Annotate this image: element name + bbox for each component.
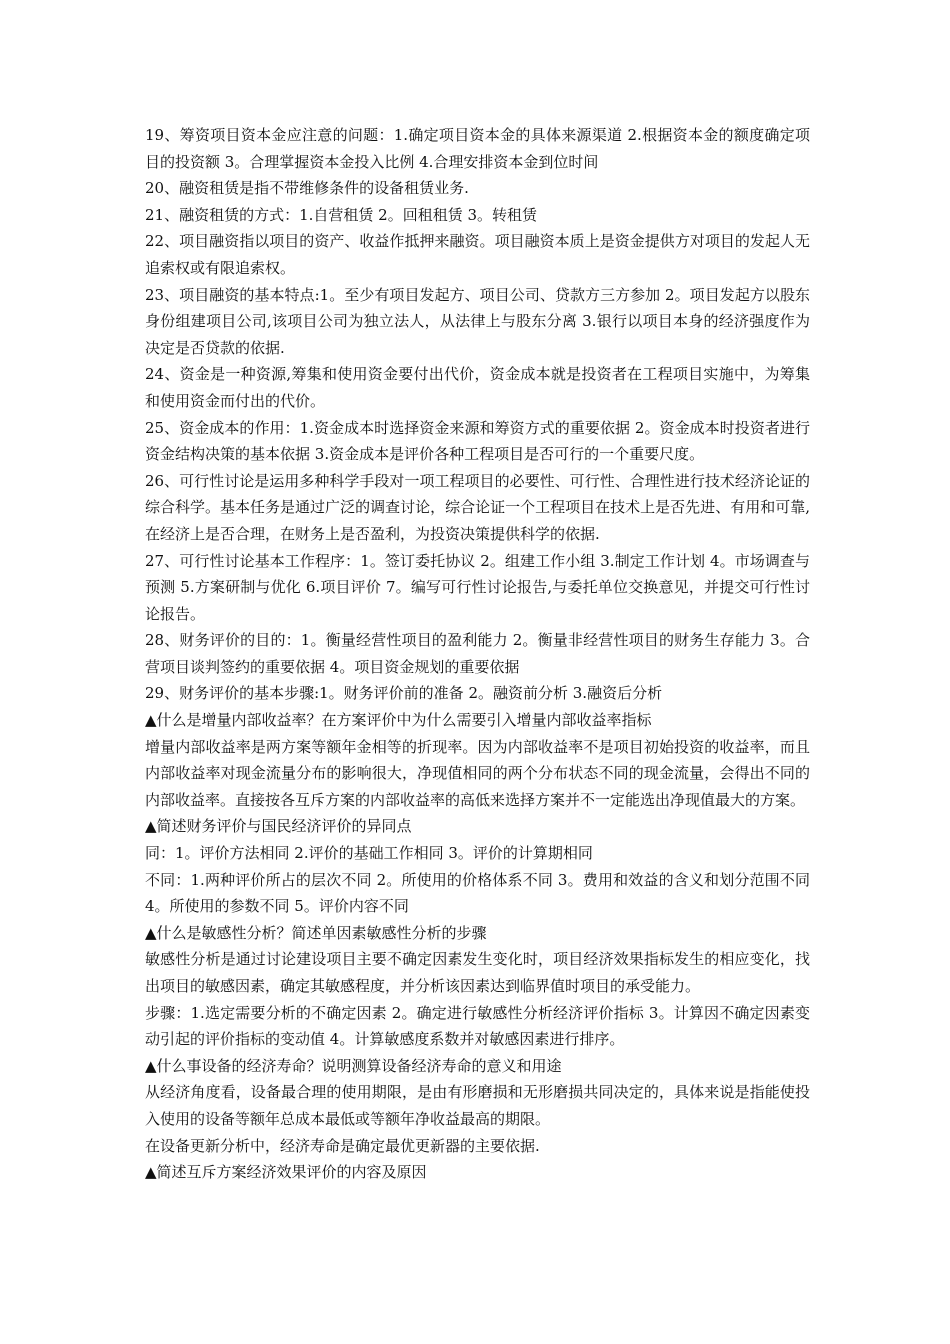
answer-sensitivity-steps: 步骤：1.选定需要分析的不确定因素 2。确定进行敏感性分析经济评价指标 3。计算因不确定因素变动引起的评价指标的变动值 4。计算敏感度系数并对敏感因素进行排序。	[145, 1003, 810, 1049]
paragraph-24: 24、资金是一种资源,筹集和使用资金要付出代价，资金成本就是投资者在工程项目实施中，为筹集和使用资金而付出的代价。	[145, 365, 810, 410]
paragraph-28: 28、财务评价的目的：1。衡量经营性项目的盈利能力 2。衡量非经营性项目的财务生存能力 3。合营项目谈判签约的重要依据 4。项目资金规划的重要依据	[145, 631, 810, 676]
answer-differences: 不同：1.两种评价所占的层次不同 2。所使用的价格体系不同 3。费用和效益的含义和划分范围不同 4。所使用的参数不同 5。评价内容不同	[145, 870, 810, 916]
answer-incremental-irr: 增量内部收益率是两方案等额年金相等的折现率。因为内部收益率不是项目初始投资的收益率，而且内部收益率对现金流量分布的影响很大，净现值相同的两个分布状态不同的现金流量，会得出不同的内部收益率。直接按各互斥方案的内部收益率的高低来选择方案并不一定能选出净现值最大的方案。	[145, 737, 810, 809]
paragraph-22: 22、项目融资指以项目的资产、收益作抵押来融资。项目融资本质上是资金提供方对项目的发起人无追索权或有限追索权。	[145, 232, 810, 277]
paragraph-27: 27、可行性讨论基本工作程序：1。签订委托协议 2。组建工作小组 3.制定工作计划 4。市场调查与预测 5.方案研制与优化 6.项目评价 7。编写可行性讨论报告,与委托单位交换意见，并提交可行性讨论报告。	[145, 551, 810, 623]
answer-similarities: 同：1。评价方法相同 2.评价的基础工作相同 3。评价的计算期相同	[145, 844, 593, 863]
paragraph-19: 19、筹资项目资本金应注意的问题：1.确定项目资本金的具体来源渠道 2.根据资本金的额度确定项目的投资额 3。合理掌握资本金投入比例 4.合理安排资本金到位时间	[145, 126, 810, 171]
document-body	[145, 122, 810, 1186]
question-incremental-irr: ▲什么是增量内部收益率？在方案评价中为什么需要引入增量内部收益率指标	[145, 711, 652, 730]
question-financial-vs-national-evaluation: ▲简述财务评价与国民经济评价的异同点	[145, 817, 412, 836]
paragraph-23: 23、项目融资的基本特点:1。至少有项目发起方、项目公司、贷款方三方参加 2。项目发起方以股东身份组建项目公司,该项目公司为独立法人，从法律上与股东分离 3.银行以项目本身的经济强度作为决定是否贷款的依据.	[145, 285, 810, 357]
paragraph-25: 25、资金成本的作用：1.资金成本时选择资金来源和筹资方式的重要依据 2。资金成本时投资者进行资金结构决策的基本依据 3.资金成本是评价各种工程项目是否可行的一个重要尺度。	[145, 418, 810, 464]
paragraph-29: 29、财务评价的基本步骤:1。财务评价前的准备 2。融资前分析 3.融资后分析	[145, 684, 663, 703]
answer-economic-life-definition: 从经济角度看，设备最合理的使用期限，是由有形磨损和无形磨损共同决定的，具体来说是指能使投入使用的设备等额年总成本最低或等额年净收益最高的期限。	[145, 1083, 810, 1128]
paragraph-21: 21、融资租赁的方式：1.自营租赁 2。回租租赁 3。转租赁	[145, 205, 538, 224]
paragraph-20: 20、融资租赁是指不带维修条件的设备租赁业务.	[145, 179, 469, 198]
question-sensitivity-analysis: ▲什么是敏感性分析？简述单因素敏感性分析的步骤	[145, 923, 487, 942]
paragraph-26: 26、可行性讨论是运用多种科学手段对一项工程项目的必要性、可行性、合理性进行技术经济论证的综合科学。基本任务是通过广泛的调查讨论，综合论证一个工程项目在技术上是否先进、有用和可靠,在经济上是否合理，在财务上是否盈利，为投资决策提供科学的依据.	[145, 471, 810, 543]
question-economic-life: ▲什么事设备的经济寿命？说明测算设备经济寿命的意义和用途	[145, 1056, 562, 1075]
answer-sensitivity-definition: 敏感性分析是通过讨论建设项目主要不确定因素发生变化时，项目经济效果指标发生的相应变化，找出项目的敏感因素，确定其敏感程度，并分析该因素达到临界值时项目的承受能力。	[145, 950, 810, 995]
question-mutually-exclusive-options: ▲简述互斥方案经济效果评价的内容及原因	[145, 1163, 427, 1182]
answer-economic-life-use: 在设备更新分析中，经济寿命是确定最优更新器的主要依据.	[145, 1136, 540, 1155]
